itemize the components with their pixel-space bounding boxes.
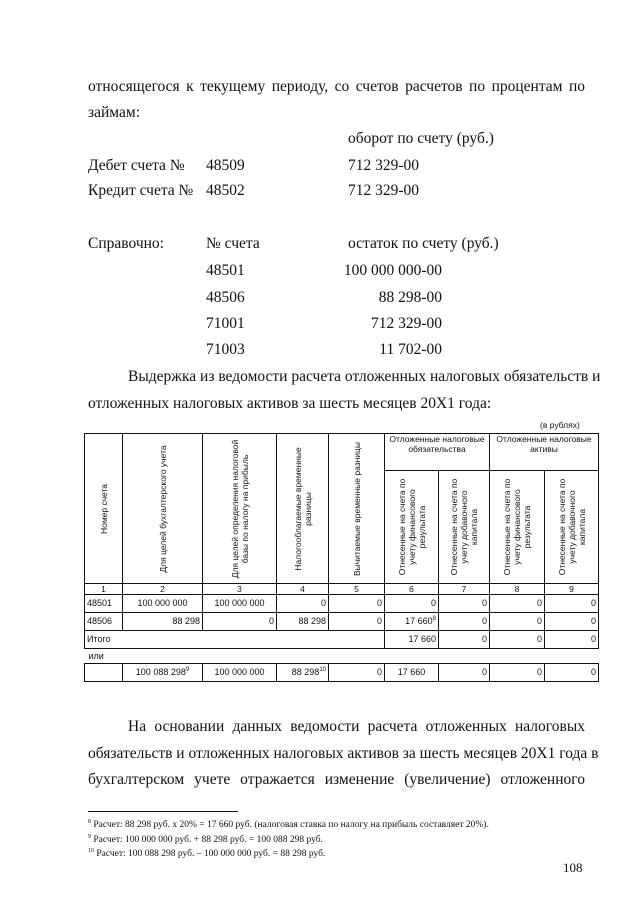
footnote-text: Расчет: 88 298 руб. х 20% = 17 660 руб. (налоговая ставка по налогу на прибыль составляет 20%). — [93, 820, 489, 830]
cell: 0 — [439, 631, 490, 649]
footnote-ref: 8 — [432, 616, 436, 622]
units-label: (в рублях) — [540, 420, 580, 430]
debit-label: Дебет счета № — [88, 157, 185, 174]
cell — [85, 664, 123, 682]
header-taxable-differences: Налогооблагаемые временные разницы — [277, 434, 329, 584]
credit-account: 48502 — [206, 182, 245, 199]
total-label: Итого — [85, 631, 385, 649]
deferred-tax-table — [84, 433, 599, 682]
debit-amount: 712 329-00 — [348, 157, 420, 174]
reference-balance: 11 702-00 — [379, 341, 442, 358]
column-index: 5 — [329, 584, 385, 595]
cell: 48506 — [85, 613, 123, 631]
cell: 0 — [385, 595, 439, 613]
cell: 0 — [545, 595, 599, 613]
conclusion-line-1: На основании данных ведомости расчета отложенных налоговых — [128, 718, 585, 735]
column-index: 1 — [85, 584, 123, 595]
extract-line-1: Выдержка из ведомости расчета отложенных налоговых обязательств и — [128, 368, 601, 385]
cell — [123, 664, 203, 682]
footnote-text: Расчет: 100 088 298 руб. – 100 000 000 руб. = 88 298 руб. — [96, 849, 326, 859]
column-index: 6 — [385, 584, 439, 595]
reference-account-header: № счета — [206, 235, 260, 252]
header-asset-add-capital: Отнесенные на счета по учету добавочного капитала — [545, 471, 599, 584]
footnote-8 — [88, 820, 489, 830]
cell: 0 — [439, 664, 490, 682]
intro-line-1: относящегося к текущему периоду, со счетов расчетов по процентам по — [88, 78, 585, 95]
header-liab-fin-result: Отнесенные на счета по учету финансового результата — [385, 471, 439, 584]
intro-line-2: займам: — [88, 104, 140, 121]
cell: 0 — [490, 664, 545, 682]
table-row-alternative — [85, 664, 599, 682]
cell: 100 000 000 — [123, 595, 203, 613]
column-index: 8 — [490, 584, 545, 595]
cell: 0 — [545, 664, 599, 682]
footnote-number: 8 — [88, 818, 91, 825]
cell: 0 — [545, 613, 599, 631]
reference-balance: 712 329-00 — [370, 315, 442, 332]
reference-account: 71001 — [206, 315, 245, 332]
reference-balance-header: остаток по счету (руб.) — [348, 235, 499, 252]
cell: 0 — [203, 613, 277, 631]
credit-label: Кредит счета № — [88, 182, 194, 199]
header-group-liabilities: Отложенные налоговые обязательства — [385, 434, 490, 471]
footnote-number: 10 — [88, 847, 94, 854]
extract-line-2: отложенных налоговых активов за шесть месяцев 20Х1 года: — [88, 395, 492, 412]
cell: 17 660 — [385, 664, 439, 682]
header-account-number: Номер счета — [85, 434, 123, 584]
cell-value: 17 660 — [405, 616, 433, 626]
cell: 0 — [329, 595, 385, 613]
column-index: 4 — [277, 584, 329, 595]
cell: 100 000 000 — [203, 664, 277, 682]
header-tax-base: Для целей определения налоговой базы по налогу на прибыль — [203, 434, 277, 584]
cell: 17 660 — [385, 631, 439, 649]
cell: 0 — [490, 595, 545, 613]
cell — [385, 613, 439, 631]
footnote-divider — [88, 811, 238, 812]
cell: 0 — [329, 613, 385, 631]
cell: 0 — [490, 613, 545, 631]
reference-account: 71003 — [206, 341, 245, 358]
reference-balance: 100 000 000-00 — [343, 262, 442, 279]
cell: 88 298 — [277, 613, 329, 631]
conclusion-line-2: обязательств и отложенных налоговых активов за шесть месяцев 20Х1 года в — [88, 745, 599, 762]
table-row-48501 — [85, 595, 599, 613]
page-number: 108 — [563, 860, 583, 875]
cell — [277, 664, 329, 682]
cell: 48501 — [85, 595, 123, 613]
or-row — [85, 649, 599, 664]
footnote-10 — [88, 849, 325, 859]
reference-account: 48501 — [206, 262, 245, 279]
cell: 0 — [490, 631, 545, 649]
reference-balance: 88 298-00 — [378, 289, 442, 306]
or-label: или — [88, 651, 104, 661]
cell: 88 298 — [123, 613, 203, 631]
header-accounting: Для целей бухгалтерского учета — [123, 434, 203, 584]
credit-amount: 712 329-00 — [348, 182, 420, 199]
cell: 0 — [439, 595, 490, 613]
column-index: 9 — [545, 584, 599, 595]
footnote-ref: 10 — [319, 667, 326, 673]
header-deductible-differences: Вычитаемые временные разницы — [329, 434, 385, 584]
header-group-assets: Отложенные налоговые активы — [490, 434, 599, 471]
column-index-row — [85, 584, 599, 595]
footnote-9 — [88, 835, 323, 845]
conclusion-line-3: бухгалтерском учете отражается изменение (увеличение) отложенного — [88, 771, 585, 788]
cell: 0 — [277, 595, 329, 613]
reference-account: 48506 — [206, 289, 245, 306]
cell-value: 100 088 298 — [135, 667, 186, 677]
debit-account: 48509 — [206, 157, 245, 174]
footnote-number: 9 — [88, 833, 91, 840]
column-index: 2 — [123, 584, 203, 595]
turnover-header: оборот по счету (руб.) — [348, 130, 494, 147]
cell: 0 — [439, 613, 490, 631]
cell-value: 88 298 — [291, 667, 320, 677]
cell: 0 — [545, 631, 599, 649]
table-row-total — [85, 631, 599, 649]
table-row-48506 — [85, 613, 599, 631]
footnote-ref: 9 — [185, 667, 190, 673]
column-index: 7 — [439, 584, 490, 595]
footnote-text: Расчет: 100 000 000 руб. + 88 298 руб. = 100 088 298 руб. — [93, 835, 323, 845]
header-asset-fin-result: Отнесенные на счета по учету финансового результата — [490, 471, 545, 584]
header-liab-add-capital: Отнесенные на счета по учету добавочного капитала — [439, 471, 490, 584]
cell: 0 — [329, 664, 385, 682]
cell: 100 000 000 — [203, 595, 277, 613]
column-index: 3 — [203, 584, 277, 595]
reference-label: Справочно: — [88, 235, 164, 252]
